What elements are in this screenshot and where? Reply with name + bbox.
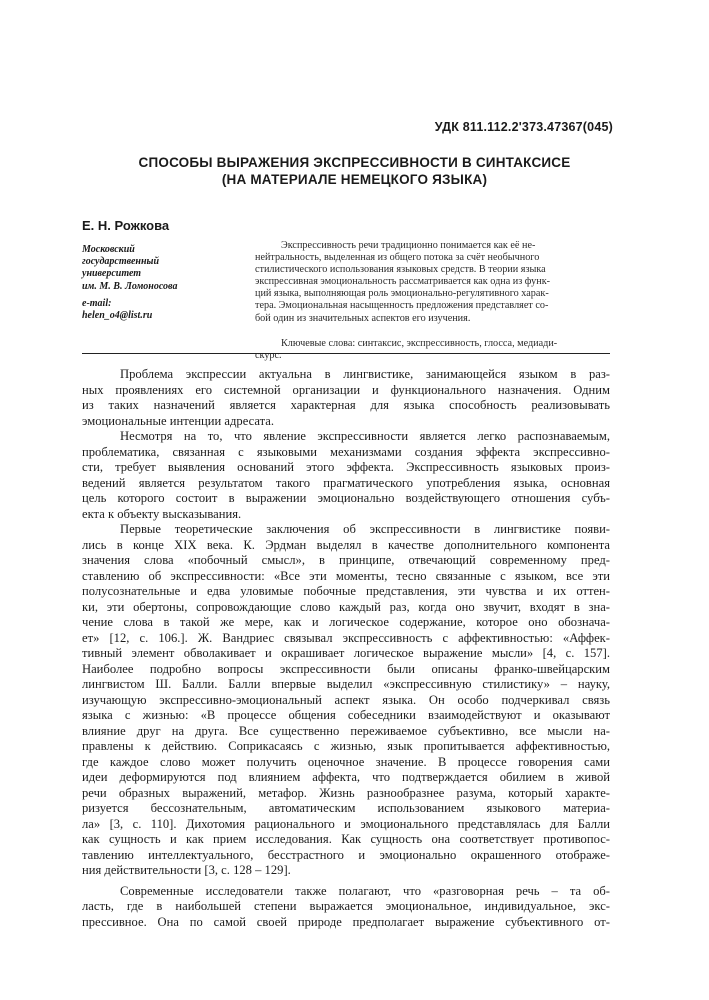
abstract-line: ций языка, выполняющая роль эмоционально-регулятивного харак-	[255, 288, 549, 300]
abstract-line: бой один из значительных аспектов его изучения.	[255, 312, 471, 324]
body-paragraph	[82, 367, 610, 429]
title-line: (НА МАТЕРИАЛЕ НЕМЕЦКОГО ЯЗЫКА)	[221, 172, 488, 187]
keywords-line: скурс.	[255, 349, 282, 361]
body-line: ла» [3, с. 110]. Дихотомия рационального и эмоционального представлялась для Балли	[82, 816, 610, 831]
body-line: тавлению интеллектуального, бесстрастного и эмоционально окрашенного отображе-	[82, 847, 610, 862]
header-divider	[82, 353, 610, 354]
abstract-line: стилистического использования языковых средств. В теории языка	[255, 264, 546, 276]
affiliation-line: им. М. В. Ломоносова	[82, 280, 178, 292]
abstract-line: тера. Эмоциональная насыщенность предложения представляет со-	[255, 300, 549, 312]
abstract-line: экспрессивная эмоциональность рассматривается как одна из функ-	[255, 276, 551, 288]
body-line: Современные исследователи также полагают, что «разговорная речь – та об-	[120, 883, 610, 898]
body-line: тивный элемент обволакивает и окрашивает логическое выражение мысли» [4, с. 157].	[82, 646, 610, 660]
body-line: Первые теоретические заключения об экспрессивности в лингвистике появи-	[120, 522, 610, 536]
body-line: ризуется бессознательным, автоматическим использованием языкового материа-	[82, 801, 610, 815]
article-body	[82, 367, 610, 930]
body-line: полусознательные и едва уловимые побочные представления, эти чувства и их оттен-	[82, 584, 610, 598]
body-line: как сущность и как прием исследования. Как сущность она соответствует противопос-	[82, 832, 610, 846]
body-line: изучающую экспрессивно-эмоциональный аспект языка. Он особо подчеркивал связь	[82, 692, 610, 707]
affiliation-line: Московский	[82, 244, 135, 255]
body-line: языка с жизнью: «В процессе общения собеседники взаимодействуют и оказывают	[82, 708, 610, 722]
email-address: helen_o4@list.ru	[82, 310, 153, 322]
udk-code: УДК 811.112.2'373.47367(045)	[434, 120, 613, 134]
body-line: идеи деформируются под влиянием аффекта, что подтверждается обилием в живой	[82, 770, 610, 784]
abstract-line: нейтральность, выделенная из общего потока за счёт необычного	[255, 252, 540, 264]
body-line: екта к объекту высказывания.	[82, 506, 242, 521]
affiliation-line: государственный	[82, 256, 160, 268]
article-title	[80, 154, 629, 188]
body-line: Проблема экспрессии актуальна в лингвистике, занимающейся языком в раз-	[120, 367, 610, 381]
author-name: Е. Н. Рожкова	[82, 218, 170, 233]
body-line: прессивное. Она по самой своей природе предполагает выражение субъективного от-	[82, 914, 610, 929]
body-line: ет» [12, с. 106.]. Ж. Вандриес связывал экспрессивность с аффективностью: «Аффек-	[82, 630, 610, 645]
body-line: сти, требует выявления оснований этого эффекта. Экспрессивность языковых произ-	[82, 460, 610, 474]
body-line: Несмотря на то, что явление экспрессивности является легко распознаваемым,	[120, 429, 610, 443]
body-line: значения слова «побочный смысл», в принципе, отвечающий современному пред-	[82, 553, 610, 567]
body-line: ласть, где в наибольшей степени выражается эмоциональное, индивидуальное, экс-	[82, 899, 610, 913]
body-line: из таких назначений является характерная для языка способность реализовывать	[82, 398, 610, 412]
body-line: речи образных выражений, метафор. Жизнь разнообразнее разума, который характе-	[82, 785, 610, 800]
author-email-block	[82, 298, 242, 322]
abstract	[255, 240, 608, 362]
body-line: правлены к действию. Соприкасаясь с жизнью, язык пропитывается аффективностью,	[82, 739, 610, 753]
body-line: Наиболее подробно вопросы экспрессивности были описаны франко-швейцарским	[82, 661, 610, 676]
body-paragraph	[82, 884, 610, 931]
body-line: ния действительности [3, с. 128 – 129].	[82, 863, 291, 877]
body-line: ставлению об экспрессивности: «Все эти моменты, тесно связанные с языком, все эти	[82, 568, 610, 583]
abstract-line: Экспрессивность речи традиционно понимается как её не-	[281, 240, 536, 251]
affiliation-line: университет	[82, 268, 142, 280]
email-label: e-mail:	[82, 298, 112, 309]
body-paragraph	[82, 429, 610, 522]
body-line: лись в конце XIX века. К. Эрдман выделял в качестве дополнительного компонента	[82, 537, 610, 552]
body-line: ведений является результатом такого прагматического употребления языка, основная	[82, 475, 610, 490]
body-line: где каждое слово может получить оценочное значение. В процессе говорения сами	[82, 754, 610, 769]
body-line: ки, эти обертоны, сопровождающие слово каждый раз, когда оно звучит, входят в зна-	[82, 599, 610, 614]
body-paragraph	[82, 522, 610, 879]
body-line: лингвистом Ш. Балли. Балли впервые выделил «экспрессивную стилистику» – науку,	[82, 677, 610, 691]
title-line: СПОСОБЫ ВЫРАЖЕНИЯ ЭКСПРЕССИВНОСТИ В СИНТАКСИСЕ	[138, 155, 571, 170]
body-line: влияние друг на друга. Все существенно переживаемое субъективно, все мысли на-	[82, 723, 610, 738]
body-line: ных проявлениях его системной организации и функционального назначения. Одним	[82, 382, 610, 397]
body-line: эмоциональные интенции адресата.	[82, 413, 275, 428]
body-line: цель которого состоит в выражении эмоционально воздействующего отношения субъ-	[82, 491, 610, 505]
body-line: чение слова в такой же мере, как и логическое содержание, которое оно обознача-	[82, 615, 610, 629]
keywords-line: Ключевые слова: синтаксис, экспрессивность, глосса, медиади-	[281, 337, 558, 349]
author-affiliation	[82, 244, 242, 293]
body-line: проблематика, связанная с языковыми механизмами создания эффекта экспрессивно-	[82, 444, 610, 459]
